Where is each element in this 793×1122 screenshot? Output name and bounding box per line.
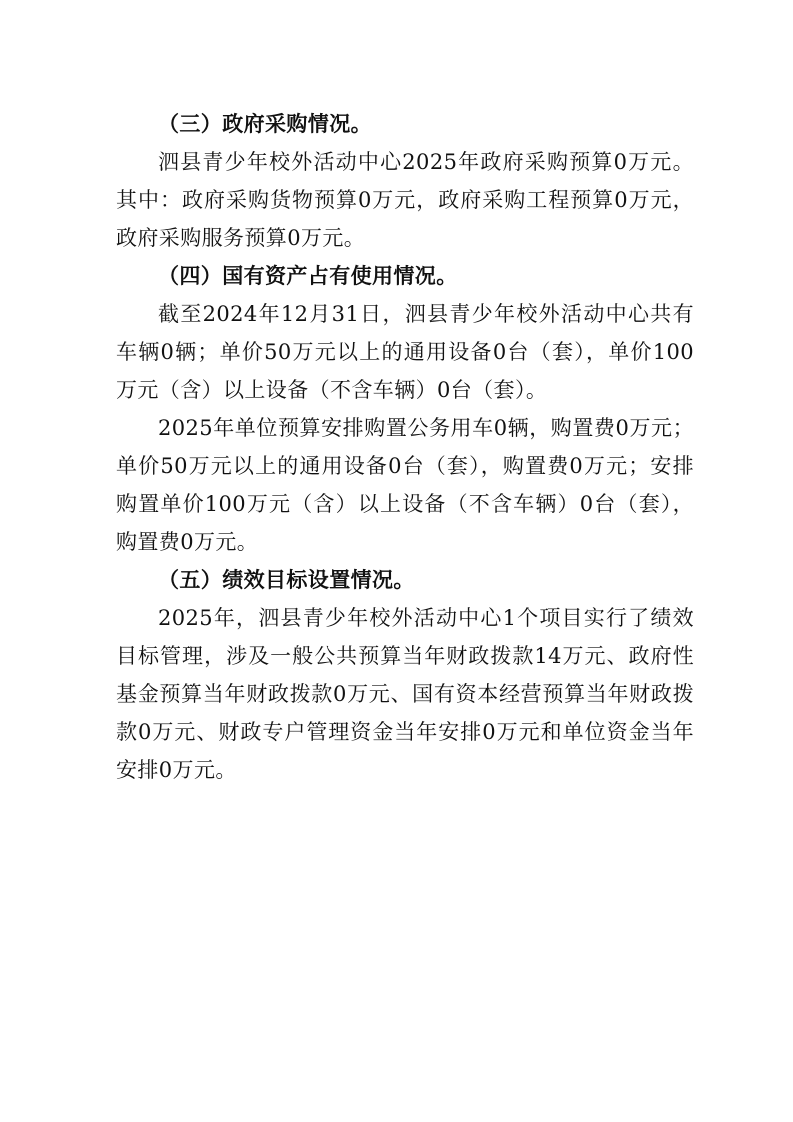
document-body bbox=[116, 105, 694, 789]
section-heading-state-assets: （四）国有资产占有使用情况。 bbox=[158, 264, 458, 288]
section-heading-performance-goals: （五）绩效目标设置情况。 bbox=[158, 568, 415, 592]
paragraph-performance-goals: 2025年，泗县青少年校外活动中心1个项目实行了绩效目标管理，涉及一般公共预算当年财政拨款14万元、政府性基金预算当年财政拨款0万元、国有资本经营预算当年财政拨款0万元、财政专户管理资金当年安排0万元和单位资金当年安排0万元。 bbox=[116, 606, 694, 782]
section-heading-procurement: （三）政府采购情况。 bbox=[158, 112, 372, 136]
paragraph-assets-holdings: 截至2024年12月31日，泗县青少年校外活动中心共有车辆0辆；单价50万元以上的通用设备0台（套），单价100万元（含）以上设备（不含车辆）0台（套）。 bbox=[116, 302, 694, 402]
paragraph-assets-purchase-plan: 2025年单位预算安排购置公务用车0辆，购置费0万元；单价50万元以上的通用设备0台（套），购置费0万元；安排购置单价100万元（含）以上设备（不含车辆）0台（套），购置费0万元。 bbox=[116, 416, 694, 554]
paragraph-procurement: 泗县青少年校外活动中心2025年政府采购预算0万元。其中：政府采购货物预算0万元，政府采购工程预算0万元，政府采购服务预算0万元。 bbox=[116, 150, 694, 250]
